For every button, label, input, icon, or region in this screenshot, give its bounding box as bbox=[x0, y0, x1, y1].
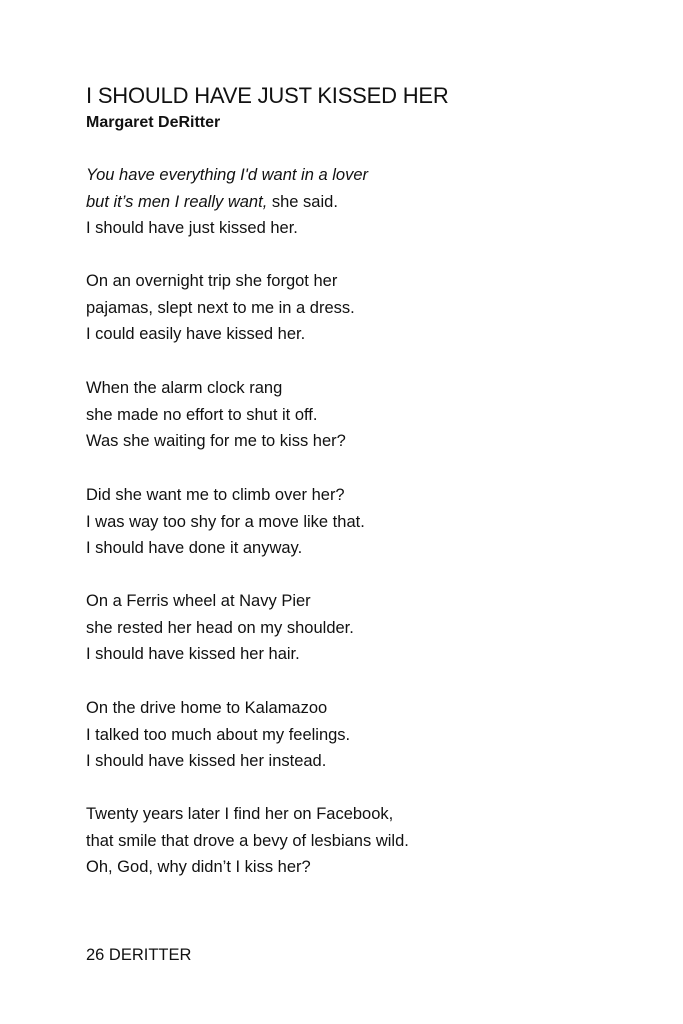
poem-line: I should have done it anyway. bbox=[86, 539, 303, 557]
page-footer: 26 DERITTER bbox=[86, 946, 192, 964]
stanza bbox=[86, 375, 346, 455]
poem-line: Did she want me to climb over her? bbox=[86, 486, 345, 504]
poem-line: When the alarm clock rang bbox=[86, 379, 283, 397]
poem-line: pajamas, slept next to me in a dress. bbox=[86, 298, 355, 317]
poem-line: You have everything I'd want in a lover bbox=[86, 166, 368, 184]
poem-line: Was she waiting for me to kiss her? bbox=[86, 432, 346, 450]
poem-author: Margaret DeRitter bbox=[86, 114, 221, 131]
stanza bbox=[86, 588, 354, 668]
poem-line: she rested her head on my shoulder. bbox=[86, 618, 354, 637]
stanza bbox=[86, 801, 409, 881]
poem-line: I should have kissed her hair. bbox=[86, 645, 300, 663]
poem-line: I could easily have kissed her. bbox=[86, 325, 306, 343]
poem-line: I should have just kissed her. bbox=[86, 219, 298, 237]
poem-line: On a Ferris wheel at Navy Pier bbox=[86, 592, 311, 610]
poem-line bbox=[86, 189, 368, 216]
poem-line: I talked too much about my feelings. bbox=[86, 725, 351, 744]
stanza bbox=[86, 695, 350, 775]
stanza bbox=[86, 482, 365, 562]
poem-line-rest: she said. bbox=[267, 192, 338, 211]
poem-line: that smile that drove a bevy of lesbians wild. bbox=[86, 831, 409, 850]
poem-page bbox=[86, 82, 646, 876]
poem-line: On the drive home to Kalamazoo bbox=[86, 699, 328, 717]
poem-title: I SHOULD HAVE JUST KISSED HER bbox=[86, 83, 449, 108]
stanza bbox=[86, 162, 368, 242]
poem-line: I was way too shy for a move like that. bbox=[86, 512, 365, 531]
poem-line: I should have kissed her instead. bbox=[86, 752, 327, 770]
poem-line: she made no effort to shut it off. bbox=[86, 405, 318, 424]
poem-line: On an overnight trip she forgot her bbox=[86, 272, 338, 290]
poem-line: Oh, God, why didn’t I kiss her? bbox=[86, 858, 311, 876]
poem-line-italic: but it’s men I really want, bbox=[86, 192, 268, 211]
stanza bbox=[86, 268, 355, 348]
poem-line: Twenty years later I find her on Facebook, bbox=[86, 805, 394, 823]
